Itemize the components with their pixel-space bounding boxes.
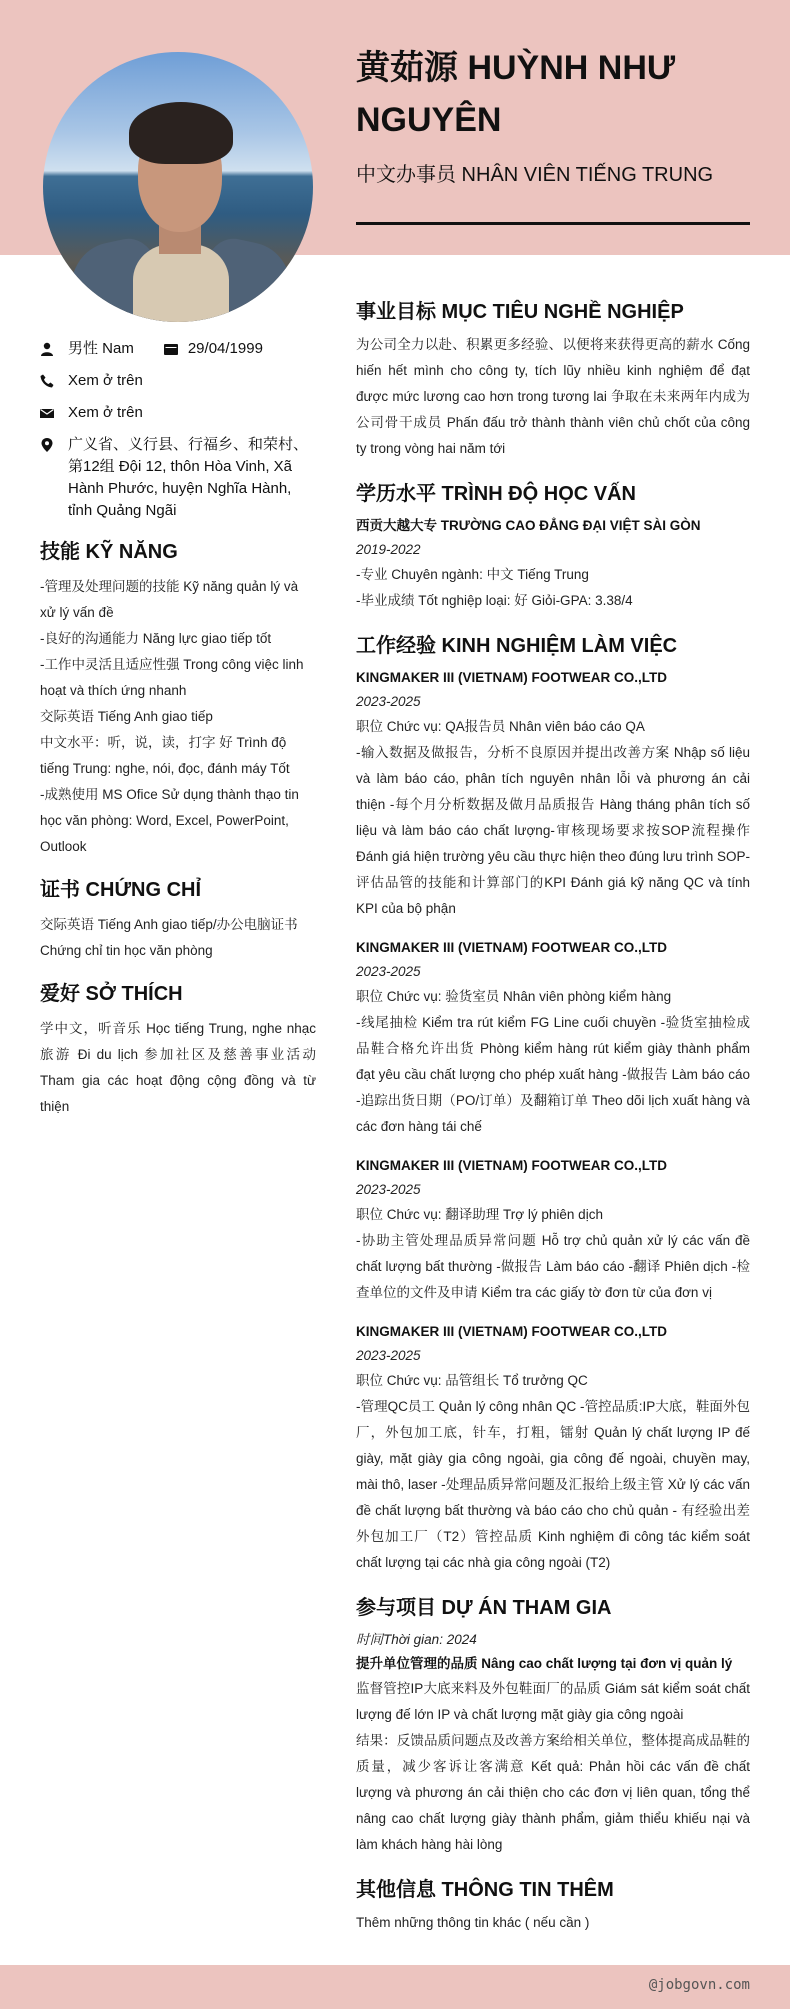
objective-section bbox=[356, 298, 750, 462]
experience-section bbox=[356, 632, 750, 1576]
skill-item: -管理及处理问题的技能 Kỹ năng quản lý và xử lý vấn đề bbox=[40, 579, 299, 620]
education-line: -专业 Chuyên ngành: 中文 Tiếng Trung bbox=[356, 567, 589, 582]
projects-section bbox=[356, 1594, 750, 1858]
education-line: -毕业成绩 Tốt nghiệp loại: 好 Giỏi-GPA: 3.38/4 bbox=[356, 593, 633, 608]
experience-item bbox=[356, 1320, 750, 1576]
education-heading: 学历水平 TRÌNH ĐỘ HỌC VẤN bbox=[356, 483, 636, 505]
job-period: 2023-2025 bbox=[356, 1182, 421, 1197]
other-info-section bbox=[356, 1876, 750, 1936]
job-position: 职位 Chức vụ: 翻译助理 Trợ lý phiên dịch bbox=[356, 1207, 603, 1222]
skill-item: 中文水平：听，说，读，打字 好 Trình độ tiếng Trung: nghe, nói, đọc, đánh máy Tốt bbox=[40, 735, 290, 776]
project-description: 监督管控IP大底来料及外包鞋面厂的品质 Giám sát kiểm soát chất lượng đế lớn IP và chất lượng mặt giày gia công ngoài bbox=[356, 1681, 750, 1722]
company-name: KINGMAKER III (VIETNAM) FOOTWEAR CO.,LTD bbox=[356, 1324, 667, 1339]
certificate-item: 交际英语 Tiếng Anh giao tiếp/办公电脑证书 Chứng chỉ tin học văn phòng bbox=[40, 917, 298, 958]
gender-dob-row bbox=[40, 338, 316, 360]
company-name: KINGMAKER III (VIETNAM) FOOTWEAR CO.,LTD bbox=[356, 670, 667, 685]
experience-heading: 工作经验 KINH NGHIỆM LÀM VIỆC bbox=[356, 635, 678, 657]
certificates-heading: 证书 CHỨNG CHỈ bbox=[40, 879, 202, 901]
right-column bbox=[356, 298, 750, 1954]
job-period: 2023-2025 bbox=[356, 1348, 421, 1363]
education-section bbox=[356, 480, 750, 614]
skills-heading: 技能 KỸ NĂNG bbox=[40, 541, 178, 563]
job-position: 职位 Chức vụ: 验货室员 Nhân viên phòng kiểm hàng bbox=[356, 989, 672, 1004]
calendar-icon bbox=[164, 343, 178, 355]
job-description: -输入数据及做报告，分析不良原因并提出改善方案 Nhập số liệu và làm báo cáo, phân tích nguyên nhân lỗi và phương án cải thiện -每个月分析数据及做月品质报告 Hàng tháng phân tích số liệu và làm báo cáo chất lượng-审核现场要求按SOP流程操作 Đánh giá hiện trường yêu cầu thực hiện theo đúng lưu trình SOP-评估品管的技能和计算部门的KPI Đánh giá kỹ năng QC và tính KPI của bộ phận bbox=[356, 745, 750, 916]
other-info-text: Thêm những thông tin khác ( nếu cần ) bbox=[356, 1915, 590, 1930]
school-name: 西贡大越大专 TRƯỜNG CAO ĐẲNG ĐẠI VIỆT SÀI GÒN bbox=[356, 518, 701, 533]
other-info-heading: 其他信息 THÔNG TIN THÊM bbox=[356, 1879, 614, 1901]
hobbies-text: 学中文，听音乐 Học tiếng Trung, nghe nhạc 旅游 Đi du lịch 参加社区及慈善事业活动 Tham gia các hoạt động cộng đồng và từ thiện bbox=[40, 1021, 316, 1114]
education-period: 2019-2022 bbox=[356, 542, 421, 557]
left-column bbox=[40, 338, 316, 1120]
phone-row bbox=[40, 370, 316, 392]
project-time: 时间Thời gian: 2024 bbox=[356, 1632, 477, 1647]
project-name: 提升单位管理的品质 Nâng cao chất lượng tại đơn vị quản lý bbox=[356, 1656, 733, 1671]
skill-item: -工作中灵活且适应性强 Trong công việc linh hoạt và thích ứng nhanh bbox=[40, 657, 304, 698]
experience-item bbox=[356, 936, 750, 1140]
address-row bbox=[40, 434, 316, 522]
job-position: 职位 Chức vụ: QA报告员 Nhân viên báo cáo QA bbox=[356, 719, 645, 734]
skill-item: -成熟使用 MS Ofice Sử dụng thành thạo tin học văn phòng: Word, Excel, PowerPoint, Outlook bbox=[40, 787, 299, 854]
experience-item bbox=[356, 1154, 750, 1306]
location-pin-icon bbox=[40, 438, 54, 452]
watermark: @jobgovn.com bbox=[648, 1977, 750, 1993]
objective-heading: 事业目标 MỤC TIÊU NGHỀ NGHIỆP bbox=[356, 301, 684, 323]
address: 广义省、义行县、行福乡、和荣村、第12组 Đội 12, thôn Hòa Vinh, Xã Hành Phước, huyện Nghĩa Hành, tỉnh Quảng Ngãi bbox=[68, 436, 309, 519]
project-result: 结果：反馈品质问题点及改善方案给相关单位，整体提高成品鞋的质量，减少客诉让客满意 Kết quả: Phản hồi các vấn đề chất lượng và phương án cải thiện cho các đơn vị liên quan, tổng thể nâng cao chất lượng giày thành phẩm, giảm thiểu khiếu nại và làm khách hàng hài lòng bbox=[356, 1733, 750, 1852]
company-name: KINGMAKER III (VIETNAM) FOOTWEAR CO.,LTD bbox=[356, 1158, 667, 1173]
objective-text: 为公司全力以赴、积累更多经验、以便将来获得更高的薪水 Cống hiến hết mình cho công ty, tích lũy nhiều kinh nghiệm để đạt được mức lương cao hơn trong tương lai 争取在未来两年内成为公司骨干成员 Phấn đấu trở thành thành viên chủ chốt của công ty trong vòng hai năm tới bbox=[356, 337, 750, 456]
job-period: 2023-2025 bbox=[356, 964, 421, 979]
job-description: -线尾抽检 Kiểm tra rút kiểm FG Line cuối chuyền -验货室抽检成品鞋合格允许出货 Phòng kiểm hàng rút kiểm giày thành phẩm đạt yêu cầu chất lượng cho phép xuất hàng -做报告 Làm báo cáo -追踪出货日期（PO/订单）及翻箱订单 Theo dõi lịch xuất hàng và các đơn hàng tái chế bbox=[356, 1015, 750, 1134]
job-description: -管理QC员工 Quản lý công nhân QC -管控品质:IP大底，鞋面外包厂，外包加工底，针车，打粗，镭射 Quản lý chất lượng IP đế giày, mặt giày gia công ngoài, gia công đế ngoài, chuyền may, mài thô, laser -处理品质异常问题及汇报给上级主管 Xử lý các vấn đề chất lượng bất thường và báo cáo cho chủ quản - 有经验出差外包加工厂（T2）管控品质 Kinh nghiệm đi công tác kiểm soát chất lượng tại các nhà gia công ngoài (T2) bbox=[356, 1399, 750, 1570]
phone-icon bbox=[40, 374, 54, 388]
email-row bbox=[40, 402, 316, 424]
skills-list bbox=[40, 574, 316, 860]
date-of-birth: 29/04/1999 bbox=[187, 340, 263, 357]
job-period: 2023-2025 bbox=[356, 694, 421, 709]
job-position: 职位 Chức vụ: 品管组长 Tổ trưởng QC bbox=[356, 1373, 588, 1388]
email: Xem ở trên bbox=[68, 404, 143, 421]
job-title: 中文办事员 NHÂN VIÊN TIẾNG TRUNG bbox=[356, 164, 714, 186]
envelope-icon bbox=[40, 406, 54, 420]
title-divider bbox=[356, 222, 750, 225]
gender: 男性 Nam bbox=[68, 340, 134, 357]
hobbies-heading: 爱好 SỞ THÍCH bbox=[40, 983, 183, 1005]
candidate-name: 黄茹源 HUỲNH NHƯ NGUYÊN bbox=[356, 49, 676, 139]
job-description: -协助主管处理品质异常问题 Hỗ trợ chủ quản xử lý các vấn đề chất lượng bất thường -做报告 Làm báo cáo -翻译 Phiên dịch -检查单位的文件及申请 Kiểm tra các giấy tờ đơn từ của đơn vị bbox=[356, 1233, 750, 1300]
footer-band bbox=[0, 1965, 790, 2009]
projects-heading: 参与项目 DỰ ÁN THAM GIA bbox=[356, 1597, 612, 1619]
profile-photo bbox=[43, 52, 313, 322]
phone: Xem ở trên bbox=[68, 372, 143, 389]
company-name: KINGMAKER III (VIETNAM) FOOTWEAR CO.,LTD bbox=[356, 940, 667, 955]
person-icon bbox=[40, 342, 54, 356]
experience-item bbox=[356, 666, 750, 922]
skill-item: -良好的沟通能力 Năng lực giao tiếp tốt bbox=[40, 631, 272, 646]
skill-item: 交际英语 Tiếng Anh giao tiếp bbox=[40, 709, 213, 724]
